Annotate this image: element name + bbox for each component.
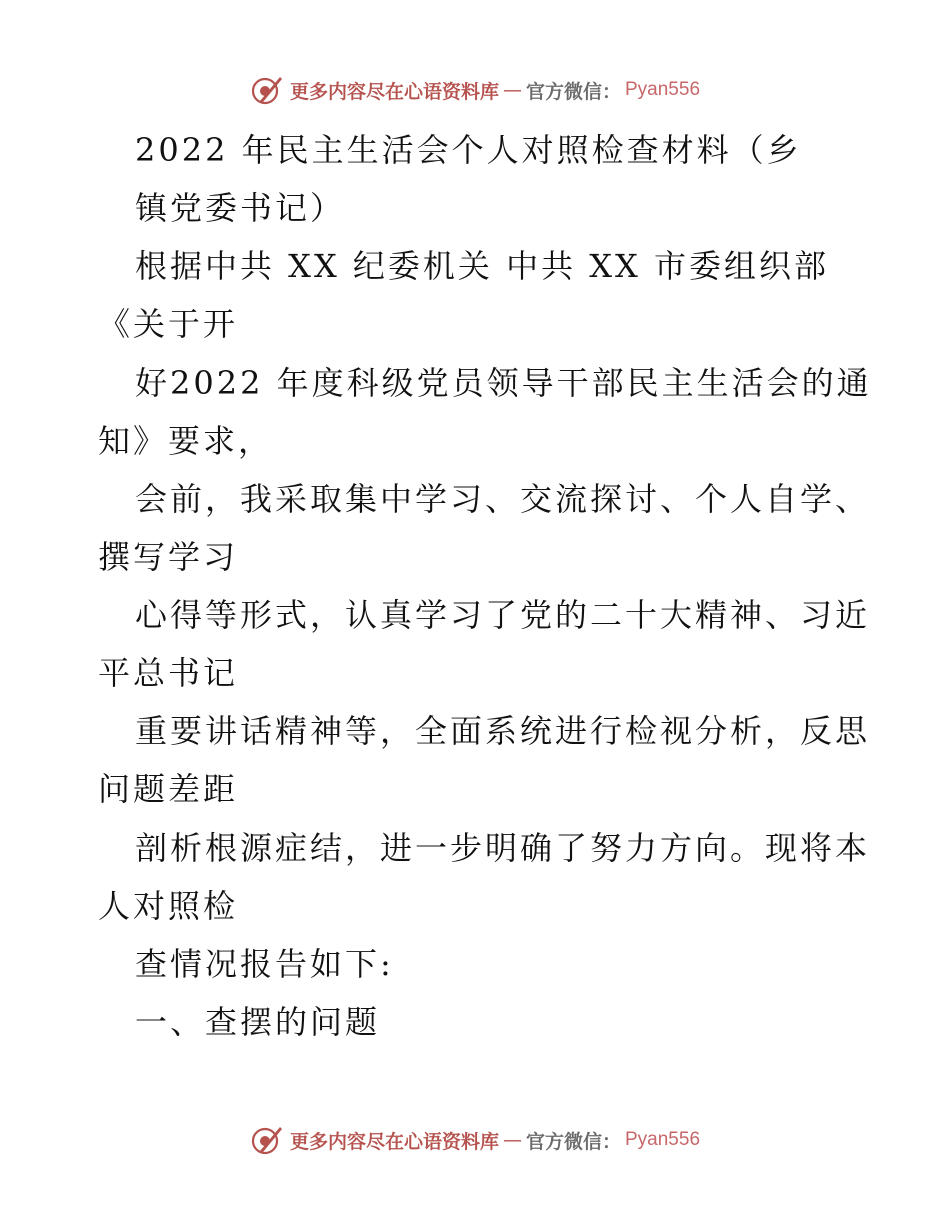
watermark-site-text: 更多内容尽在心语资料库 <box>289 1130 499 1153</box>
watermark-site-text: 更多内容尽在心语资料库 <box>289 80 499 103</box>
document-title-line-1: 2022 年民主生活会个人对照检查材料（乡 <box>135 131 802 169</box>
quill-seal-icon <box>250 1123 284 1157</box>
paragraph-line: 问题差距 <box>98 770 239 808</box>
paragraph-line: 《关于开 <box>98 305 239 343</box>
watermark-dash: — <box>502 79 522 101</box>
watermark-official-label: 官方微信： <box>525 80 621 103</box>
document-title-line-2: 镇党委书记） <box>135 189 346 227</box>
watermark-official-label: 官方微信： <box>525 1130 621 1153</box>
paragraph-line: 重要讲话精神等，全面系统进行检视分析，反思 <box>135 712 871 750</box>
paragraph-line: 人对照检 <box>98 887 239 925</box>
footer-watermark <box>0 1120 950 1160</box>
paragraph-line: 平总书记 <box>98 654 239 692</box>
paragraph-line: 好2022 年度科级党员领导干部民主生活会的通 <box>135 364 872 402</box>
watermark-wechat-id: Pyan556 <box>625 1129 701 1150</box>
paragraph-line: 知》要求， <box>98 422 274 460</box>
watermark-wechat-id: Pyan556 <box>625 79 701 100</box>
paragraph-line: 剖析根源症结，进一步明确了努力方向。现将本 <box>135 829 871 867</box>
paragraph-line: 心得等形式，认真学习了党的二十大精神、习近 <box>135 596 871 634</box>
watermark-dash: — <box>502 1129 522 1151</box>
paragraph-line: 会前，我采取集中学习、交流探讨、个人自学、 <box>135 480 871 518</box>
section-heading: 一、查摆的问题 <box>135 1003 381 1041</box>
paragraph-line: 根据中共 XX 纪委机关 中共 XX 市委组织部 <box>135 247 829 285</box>
paragraph-line: 查情况报告如下: <box>135 945 394 983</box>
paragraph-line: 撰写学习 <box>98 538 239 576</box>
